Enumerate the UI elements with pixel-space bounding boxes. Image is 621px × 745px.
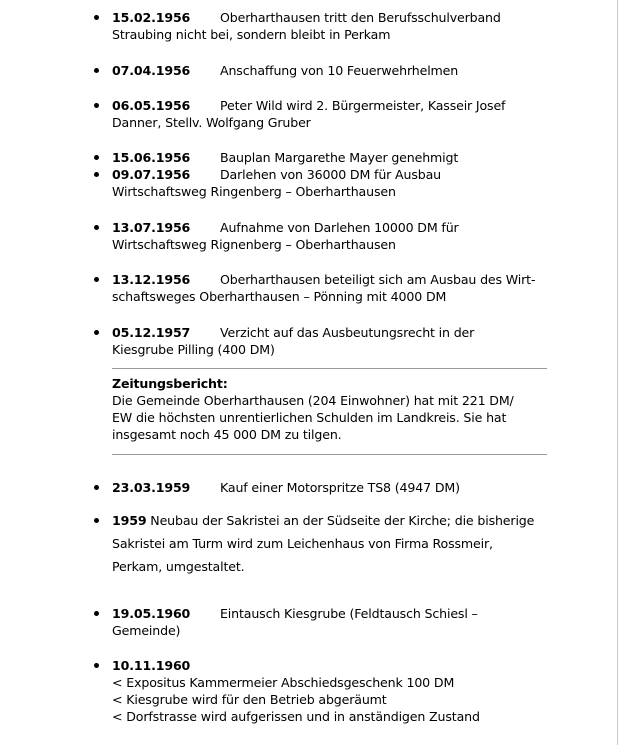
bullet-icon bbox=[94, 663, 99, 668]
entry-date: 09.07.1956 bbox=[112, 167, 191, 182]
bullet-icon bbox=[94, 330, 99, 335]
entry-text: Oberharthausen beteiligt sich am Ausbau des Wirt- bbox=[220, 272, 536, 287]
list-item bbox=[112, 9, 552, 43]
entry-text: Anschaffung von 10 Feuerwehrhelmen bbox=[220, 63, 459, 78]
entry-date: 07.04.1956 bbox=[112, 63, 191, 78]
entry-subitem: < Expositus Kammermeier Abschiedsgeschenk 100 DM bbox=[112, 675, 455, 690]
entry-date: 10.11.1960 bbox=[112, 658, 191, 673]
entry-text: Darlehen von 36000 DM für Ausbau bbox=[220, 167, 441, 182]
entry-text: Peter Wild wird 2. Bürgermeister, Kasseir Josef bbox=[220, 98, 506, 113]
list-item bbox=[112, 605, 552, 639]
entry-text-continued: Danner, Stellv. Wolfgang Gruber bbox=[112, 115, 311, 130]
entry-date: 13.12.1956 bbox=[112, 272, 191, 287]
entry-text-continued: Gemeinde) bbox=[112, 623, 181, 638]
list-item bbox=[112, 271, 552, 305]
newspaper-report-line: EW die höchsten unrentierlichen Schulden im Landkreis. Sie hat bbox=[112, 410, 507, 425]
bullet-icon bbox=[94, 68, 99, 73]
entry-text-continued: Kiesgrube Pilling (400 DM) bbox=[112, 342, 275, 357]
bullet-icon bbox=[94, 277, 99, 282]
entry-date: 06.05.1956 bbox=[112, 98, 191, 113]
entry-text-continued: Wirtschaftsweg Ringenberg – Oberharthausen bbox=[112, 184, 396, 199]
page-edge-line bbox=[617, 0, 618, 745]
bullet-icon bbox=[94, 485, 99, 490]
entry-date: 05.12.1957 bbox=[112, 325, 191, 340]
entry-text: Eintausch Kiesgrube (Feldtausch Schiesl – bbox=[220, 606, 478, 621]
newspaper-report-line: insgesamt noch 45 000 DM zu tilgen. bbox=[112, 427, 342, 442]
divider bbox=[112, 454, 547, 455]
entry-text: Bauplan Margarethe Mayer genehmigt bbox=[220, 150, 459, 165]
entry-text-continued: Sakristei am Turm wird zum Leichenhaus von Firma Rossmeir, bbox=[112, 536, 493, 551]
list-item bbox=[112, 324, 552, 358]
list-item bbox=[112, 657, 552, 725]
list-item bbox=[112, 62, 552, 79]
bullet-icon bbox=[94, 611, 99, 616]
bullet-icon bbox=[94, 15, 99, 20]
entry-text: Oberharthausen tritt den Berufsschulverband bbox=[220, 10, 501, 25]
entry-date: 19.05.1960 bbox=[112, 606, 191, 621]
newspaper-report-title: Zeitungsbericht: bbox=[112, 376, 228, 391]
entry-subitem: < Dorfstrasse wird aufgerissen und in anständigen Zustand bbox=[112, 709, 480, 724]
entry-text-continued: schaftsweges Oberharthausen – Pönning mit 4000 DM bbox=[112, 289, 447, 304]
list-item bbox=[112, 149, 552, 166]
entry-subitem: < Kiesgrube wird für den Betrieb abgeräumt bbox=[112, 692, 387, 707]
bullet-icon bbox=[94, 172, 99, 177]
entry-date: 1959 bbox=[112, 513, 147, 528]
entry-text: Verzicht auf das Ausbeutungsrecht in der bbox=[220, 325, 475, 340]
list-item bbox=[112, 166, 552, 200]
list-item bbox=[112, 509, 552, 578]
entry-date: 23.03.1959 bbox=[112, 480, 191, 495]
newspaper-report-line: Die Gemeinde Oberharthausen (204 Einwohner) hat mit 221 DM/ bbox=[112, 393, 514, 408]
bullet-icon bbox=[94, 155, 99, 160]
entry-date: 13.07.1956 bbox=[112, 220, 191, 235]
entry-text-continued: Perkam, umgestaltet. bbox=[112, 559, 245, 574]
entry-text-continued: Wirtschaftsweg Rignenberg – Oberharthausen bbox=[112, 237, 396, 252]
entry-text: Kauf einer Motorspritze TS8 (4947 DM) bbox=[220, 480, 460, 495]
entry-text-continued: Straubing nicht bei, sondern bleibt in Perkam bbox=[112, 27, 391, 42]
newspaper-report bbox=[112, 375, 542, 443]
bullet-icon bbox=[94, 518, 99, 523]
divider bbox=[112, 368, 547, 369]
list-item bbox=[112, 219, 552, 253]
entry-text: Aufnahme von Darlehen 10000 DM für bbox=[220, 220, 459, 235]
entry-date: 15.06.1956 bbox=[112, 150, 191, 165]
entry-text: Neubau der Sakristei an der Südseite der Kirche; die bisherige bbox=[146, 513, 535, 528]
list-item bbox=[112, 479, 552, 496]
entry-date: 15.02.1956 bbox=[112, 10, 191, 25]
bullet-icon bbox=[94, 103, 99, 108]
list-item bbox=[112, 97, 552, 131]
bullet-icon bbox=[94, 225, 99, 230]
